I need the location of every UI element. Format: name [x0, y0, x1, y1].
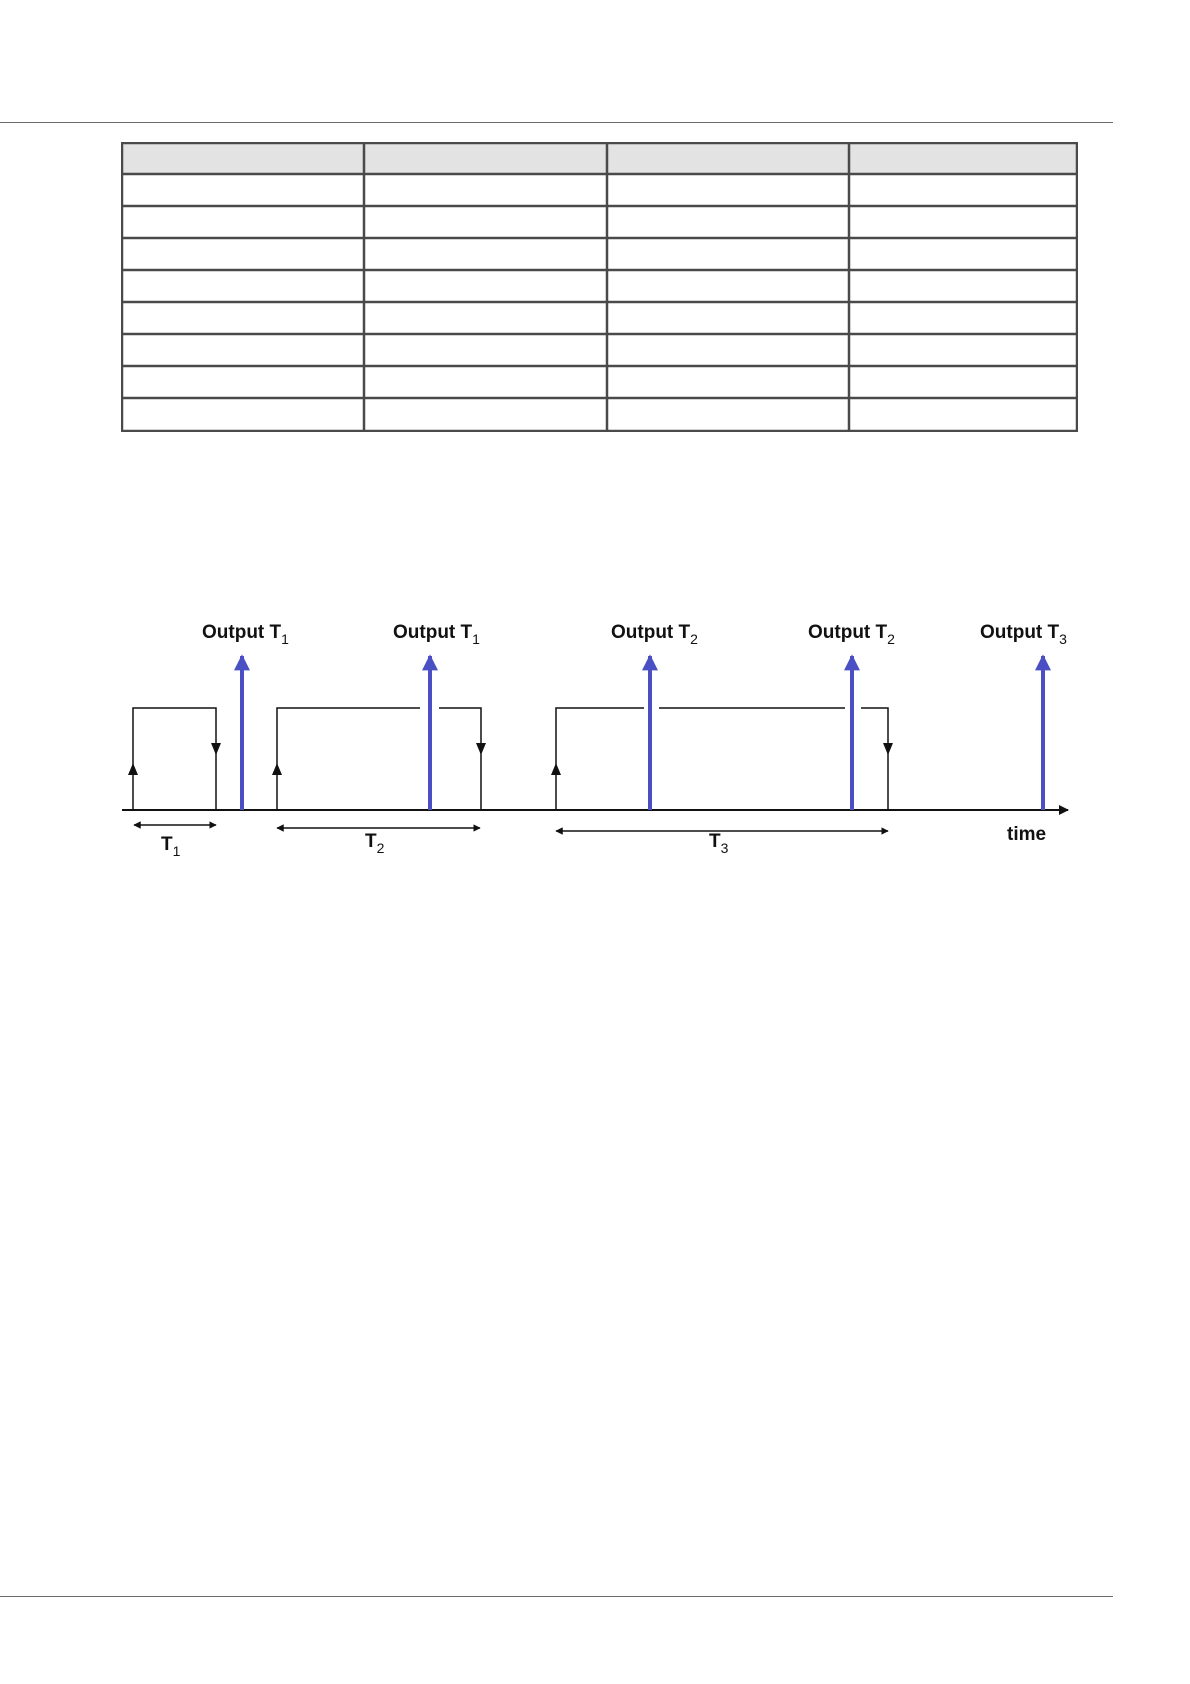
output-label-1: Output $T_1$	[202, 622, 289, 647]
interval-label-t1: $T_1$	[161, 834, 181, 859]
header-rule	[0, 122, 1113, 123]
interval-label-t3: $T_3$	[709, 831, 729, 856]
output-label-3: Output $T_2$	[611, 622, 698, 647]
timing-diagram	[118, 610, 1078, 870]
table-grid	[122, 143, 1077, 431]
output-label-2: Output $T_1$	[393, 622, 480, 647]
footer-rule	[0, 1596, 1113, 1597]
interval-label-t2: $T_2$	[365, 831, 385, 856]
window-frames	[133, 708, 888, 810]
time-axis-label: time	[1007, 824, 1047, 845]
output-label-5: Output $T_3$	[980, 622, 1067, 647]
output-label-4: Output $T_2$	[808, 622, 895, 647]
empty-table	[121, 142, 1078, 432]
output-pulses	[242, 656, 1043, 810]
interval-arrows	[134, 825, 888, 831]
table-header-row	[121, 142, 1078, 174]
